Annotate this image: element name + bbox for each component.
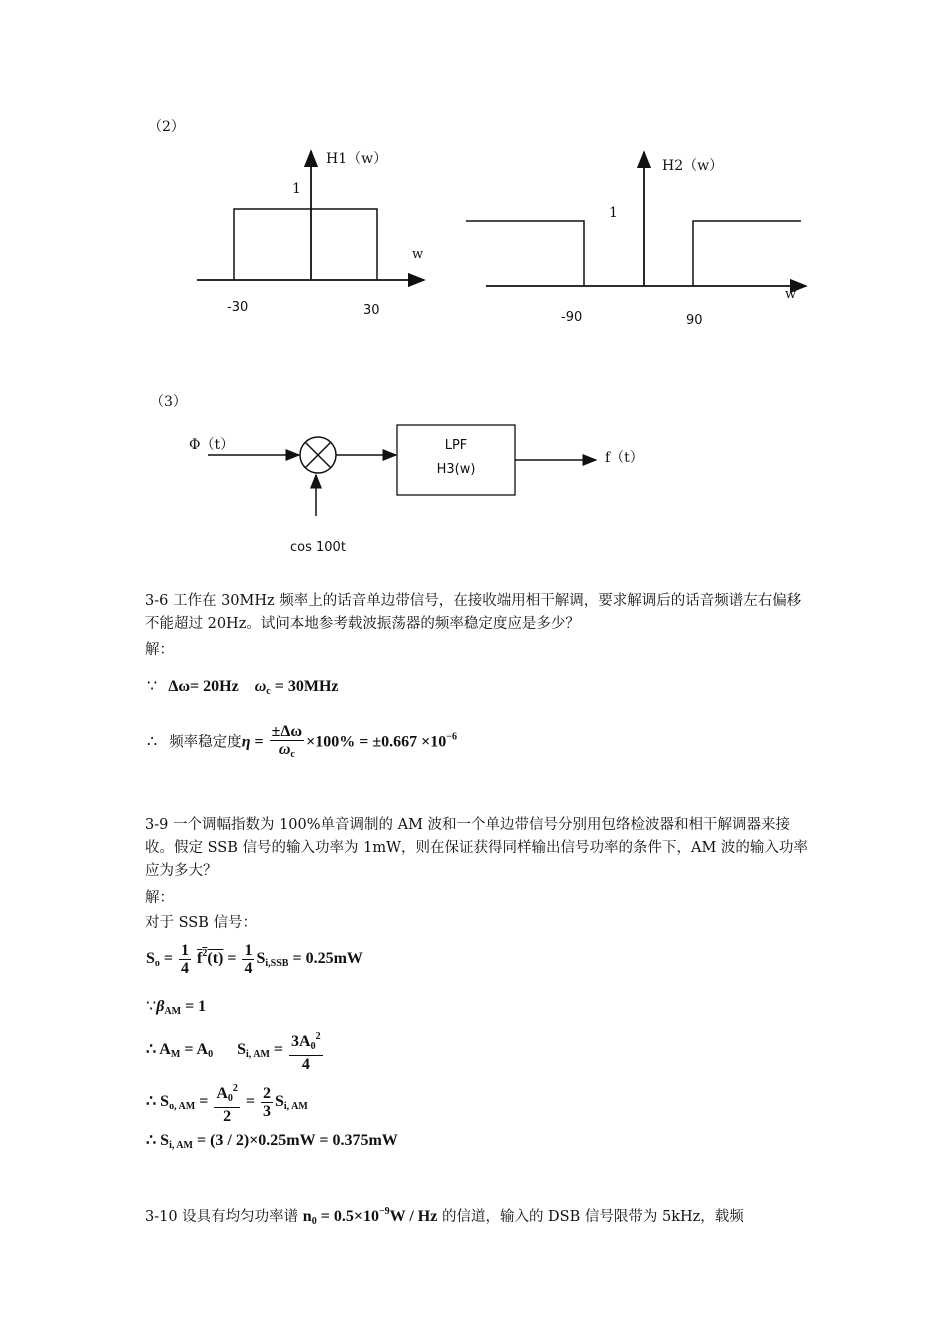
problem-3-9-text: 3-9 一个调幅指数为 100%单音调制的 AM 波和一个单边带信号分别用包络检波器和相干解调器来接收。假定 SSB 信号的输入功率为 1mW，则在保证获得同样输出信号功率的条件下，AM 波的输入功率应为多大？ [145, 817, 808, 879]
am-output-power-equation: ∴ $S_{o, AM}$ = $\frac{A_0^2}{2}$ = $\frac{2}{3}$ $S_{i, AM}$ [146, 1080, 308, 1125]
h2-left-band [466, 221, 584, 286]
h1-tick-neg: -30 [227, 300, 249, 315]
carrier-label: cos 100t [290, 540, 346, 555]
h1-tick-pos: 30 [363, 303, 380, 318]
problem-3-9-solution-label: 解： [145, 890, 174, 906]
h1-passband [234, 209, 377, 280]
h2-level-label: 1 [609, 205, 618, 221]
h2-title: H2（w） [662, 158, 724, 174]
section-2-label: （2） [148, 119, 185, 135]
h2-axis-label: w [785, 287, 797, 302]
h1-axis-label: w [412, 247, 424, 262]
h2-tick-pos: 90 [686, 313, 703, 328]
am-modulation-index-equation: $\because\beta_{AM} = 1$ [146, 998, 207, 1017]
problem-3-10-text: 3-10 设具有均匀功率谱 $n_0 = 0.5\times 10^{-9}W / Hz$ 的信道，输入的 DSB 信号限带为 5kHz，载频 [145, 1206, 744, 1227]
h2-right-band [693, 221, 801, 286]
lpf-transfer-label: H3(w) [436, 462, 476, 477]
ssb-intro-text: 对于 SSB 信号： [145, 915, 257, 931]
multiplier-symbol [300, 437, 336, 473]
h2-tick-neg: -90 [561, 310, 583, 325]
section-3-label: （3） [150, 394, 187, 410]
h1-title: H1（w） [326, 151, 388, 167]
problem-3-6-given-equation: ∵ Δω= 20Hz $\omega_c = 30MHz$ [147, 678, 339, 697]
problem-3-6-solution-label: 解： [145, 642, 174, 658]
problem-3-6-stability-equation: ∴ 频率稳定度η = $\frac{\pm\Delta\omega}{\omega_c}$ $\times 100\% = \pm 0.667 \times 10^{-6}$ [147, 723, 457, 760]
ssb-output-power-equation: $S_o$ = $\frac{1}{4}$ $f^2(t)$ = $\frac{1}{4}$ $S_{i,SSB} = 0.25mW$ [146, 942, 363, 977]
lpf-label: LPF [444, 438, 468, 453]
output-signal-label: f（t） [605, 450, 644, 466]
problem-3-6-text: 3-6 工作在 30MHz 频率上的话音单边带信号，在接收端用相干解调，要求解调后的话音频谱左右偏移不能超过 20Hz。试问本地参考载波振荡器的频率稳定度应是多少？ [145, 593, 802, 632]
am-input-power-result: ∴ $S_{i, AM} = (3 / 2)\times 0.25mW = 0.375mW$ [146, 1132, 398, 1151]
h1-filter-plot [0, 0, 950, 340]
am-amplitude-equation: ∴ $A_M = A_0$ $S_{i, AM}$ = $\frac{3A_0^2}{4}$ [146, 1028, 325, 1073]
h1-level-label: 1 [292, 181, 301, 197]
input-signal-label: Φ（t） [189, 437, 235, 453]
